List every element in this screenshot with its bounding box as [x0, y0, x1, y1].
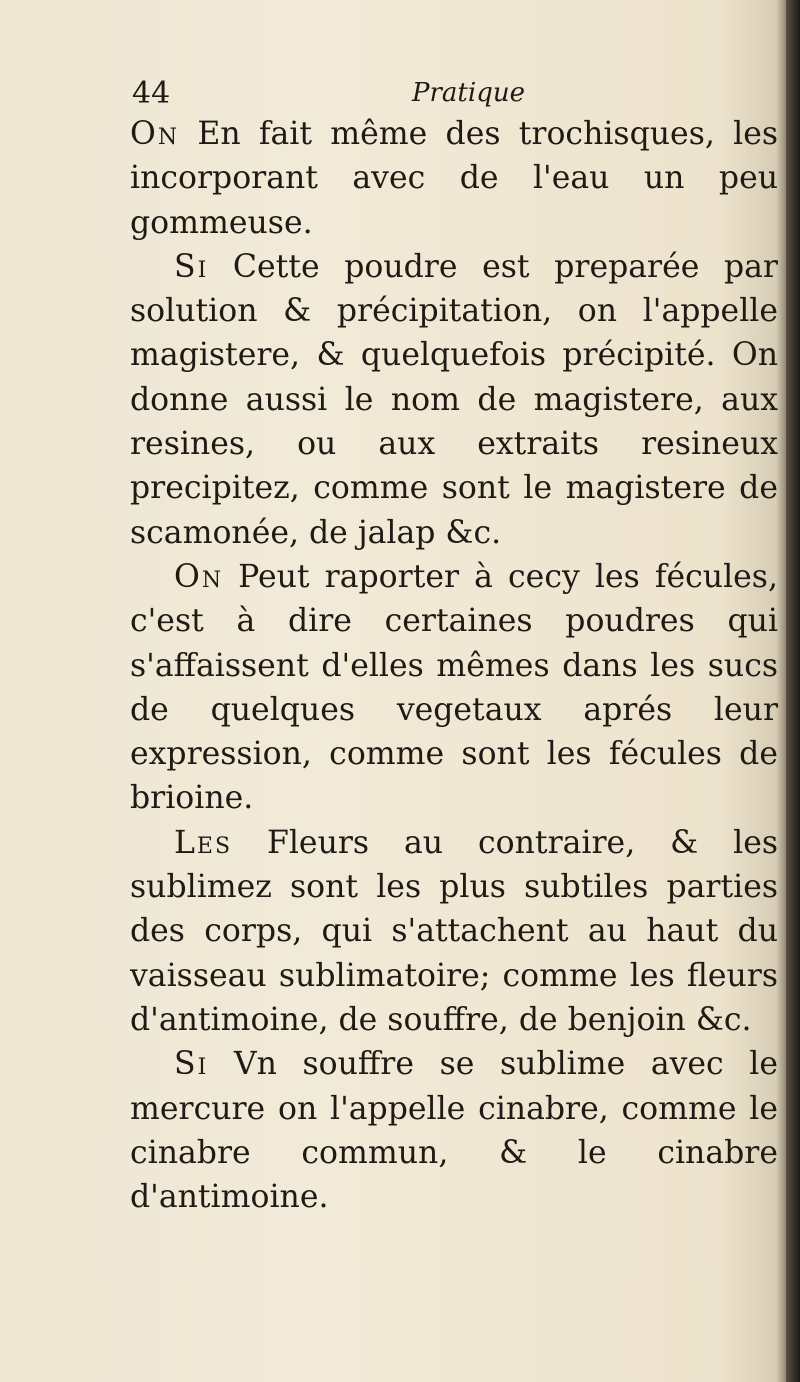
paragraph-lead: Si [174, 248, 209, 285]
paragraph-text: Fleurs au contraire, & les sublimez sont les plus subtiles parties des corps, qui s'attachent au haut du vaisseau sublimatoire; comme les fleurs d'antimoine, de souffre, de benjoin &c. [130, 824, 778, 1038]
running-title: Pratique [412, 78, 525, 108]
paragraph [130, 1042, 778, 1219]
paragraph [130, 245, 778, 555]
paragraph [130, 112, 778, 245]
paragraph-lead: On [130, 116, 180, 152]
book-spine-edge [786, 0, 800, 1382]
paragraph-text: Peut raporter à cecy les fécules, c'est à dire certaines poudres qui s'affaissent d'elles mêmes dans les sucs de quelques vegetaux aprés leur expression, comme sont les fécules de brioine. [130, 558, 778, 817]
paragraph-text: En fait même des trochisques, les incorporant avec de l'eau un peu gommeuse. [130, 116, 778, 241]
paragraph [130, 555, 778, 821]
paragraph-text: Vn souffre se sublime avec le mercure on l'appelle cinabre, comme le cinabre commun, & le cinabre d'antimoine. [130, 1046, 778, 1216]
page-number: 44 [132, 76, 171, 111]
paragraph-text: Cette poudre est preparée par solution & précipitation, on l'appelle magistere, & quelquefois précipité. On donne aussi le nom de magistere, aux resines, ou aux extraits resineux precipitez, comme sont le magistere de scamonée, de jalap &c. [130, 248, 778, 551]
body-text [130, 112, 778, 1219]
paragraph-lead: Si [174, 1046, 209, 1083]
paragraph-lead: Les [174, 824, 233, 861]
paragraph [130, 821, 778, 1042]
page-header [132, 76, 772, 116]
paragraph-lead: On [174, 558, 224, 595]
